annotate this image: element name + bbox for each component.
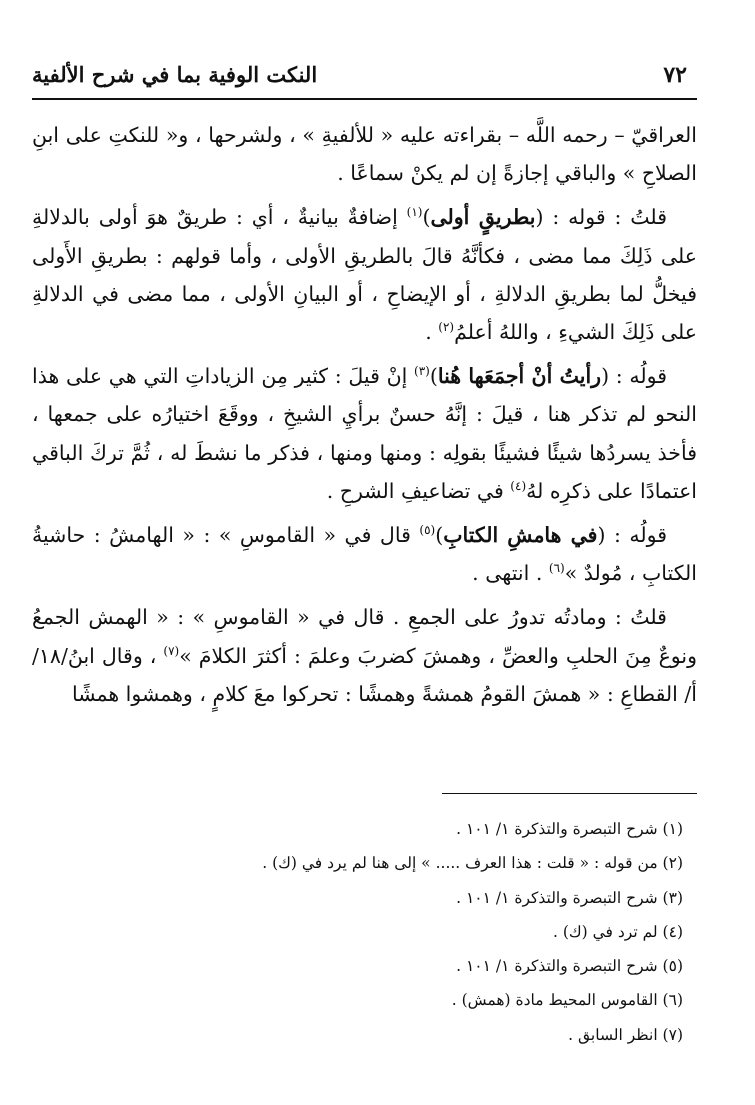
footnote-rule bbox=[442, 793, 697, 794]
footnote-1: (١) شرح التبصرة والتذكرة ١/ ١٠١ . bbox=[456, 820, 683, 838]
footnote-6: (٦) القاموس المحيط مادة (همش) . bbox=[451, 991, 683, 1010]
paragraph-5-text: قلتُ : ومادتُه تدورُ على الجمعِ . قال في « القاموسِ » : « الهمش الجمعُ ونوعٌ مِنَ الحلبِ والعضِّ ، وهمشَ كضربَ وعلمَ : أكثرَ الكلامَ » bbox=[32, 605, 697, 668]
paragraph-end: في تضاعيفِ الشرحِ . bbox=[326, 478, 511, 503]
quoted-phrase: في هامشِ الكتابِ bbox=[443, 523, 598, 548]
paragraph-1 bbox=[32, 116, 697, 192]
quote-open: قولُه : ( bbox=[597, 523, 667, 548]
paragraph-end: . bbox=[425, 320, 439, 345]
quote-close: ) bbox=[429, 364, 438, 389]
footnote-5: (٥) شرح التبصرة والتذكرة ١/ ١٠١ . bbox=[456, 957, 683, 976]
paragraph-5 bbox=[32, 598, 697, 713]
page-header bbox=[32, 56, 697, 96]
quote-open: قلتُ : قوله : ( bbox=[535, 205, 667, 230]
paragraph-3 bbox=[32, 357, 697, 510]
quote-open: قولُه : ( bbox=[601, 364, 667, 389]
footnote-ref[interactable]: (٥) bbox=[419, 523, 436, 538]
running-title: النكت الوفية بما في شرح الألفية bbox=[32, 62, 318, 87]
footnotes bbox=[32, 812, 683, 1052]
paragraph-5-text-cont: ، وقال ابنُ/١٨/أ/ القطاعِ : « همشَ القومُ همشةً وهمشًا : تحركوا معَ كلامٍ ، وهمشوا همشًا bbox=[32, 643, 697, 706]
quoted-phrase: بطريقٍ أولى bbox=[430, 205, 536, 230]
paragraph-2 bbox=[32, 198, 697, 351]
paragraph-3-text: إنْ قيلَ : كثير مِن الزياداتِ التي هي على هذا النحو لم تذكر هنا ، قيلَ : إنَّهُ حسنٌ برأيِ الشيخِ ، ووقَعَ اختيارُه على جمعها ، فأخذ يسردُها شيئًا فشيئًا بقولِه : ومنها ومنها ، فذكر ما نشطَ له ، ثُمَّ تركَ الباقي اعتمادًا على ذكرِه لهُ bbox=[32, 364, 697, 503]
paragraph-1-text: العراقيّ – رحمه اللَّه – بقراءته عليه « للألفيةِ » ، ولشرحها ، و« للنكتِ على ابنِ الصلاحِ » والباقي إجازةً إن لم يكنْ سماعًا . bbox=[32, 123, 697, 186]
quote-close: ) bbox=[435, 523, 444, 548]
paragraph-4-text: قال في « القاموسِ » : « الهامشُ : حاشيةُ الكتابِ ، مُولدٌ » bbox=[32, 523, 697, 586]
footnote-2: (٢) من قوله : « قلت : هذا العرف ..... » إلى هنا لم يرد في (ك) . bbox=[262, 854, 683, 873]
footnote-ref[interactable]: (٦) bbox=[548, 561, 565, 576]
footnote-ref[interactable]: (٤) bbox=[510, 479, 527, 493]
quoted-phrase: رأيتُ أنْ أجمَعَها هُنا bbox=[437, 364, 602, 389]
footnote-ref[interactable]: (٣) bbox=[414, 364, 430, 379]
header-rule bbox=[32, 98, 697, 100]
paragraph-end: . انتهى . bbox=[472, 561, 549, 586]
footnote-7: (٧) انظر السابق . bbox=[568, 1025, 683, 1044]
footnote-ref[interactable]: (٧) bbox=[163, 643, 180, 658]
footnote-4: (٤) لم ترد في (ك) . bbox=[552, 922, 683, 941]
footnote-ref[interactable]: (٢) bbox=[438, 320, 455, 335]
quote-close: ) bbox=[422, 205, 431, 230]
paragraph-4 bbox=[32, 516, 697, 592]
footnote-3: (٣) شرح التبصرة والتذكرة ١/ ١٠١ . bbox=[456, 888, 683, 907]
main-text bbox=[32, 116, 697, 719]
footnote-ref[interactable]: (١) bbox=[406, 205, 423, 220]
page-number: ٧٢ bbox=[663, 62, 687, 88]
paragraph-2-text: إضافةٌ بيانيةٌ ، أي : طريقٌ هوَ أولى بالدلالةِ على ذَلِكَ مما مضى ، فكأنَّهُ قالَ بالطريقِ الأولى ، وأما قولهم : بطريقِ الأَولى فيخلُّ لما بطريقِ الدلالةِ ، أو الإيضاحِ ، أو البيانِ الأولى ، مما مضى في الدلالةِ على ذَلِكَ الشيءِ ، واللهُ أعلمُ bbox=[32, 205, 697, 345]
